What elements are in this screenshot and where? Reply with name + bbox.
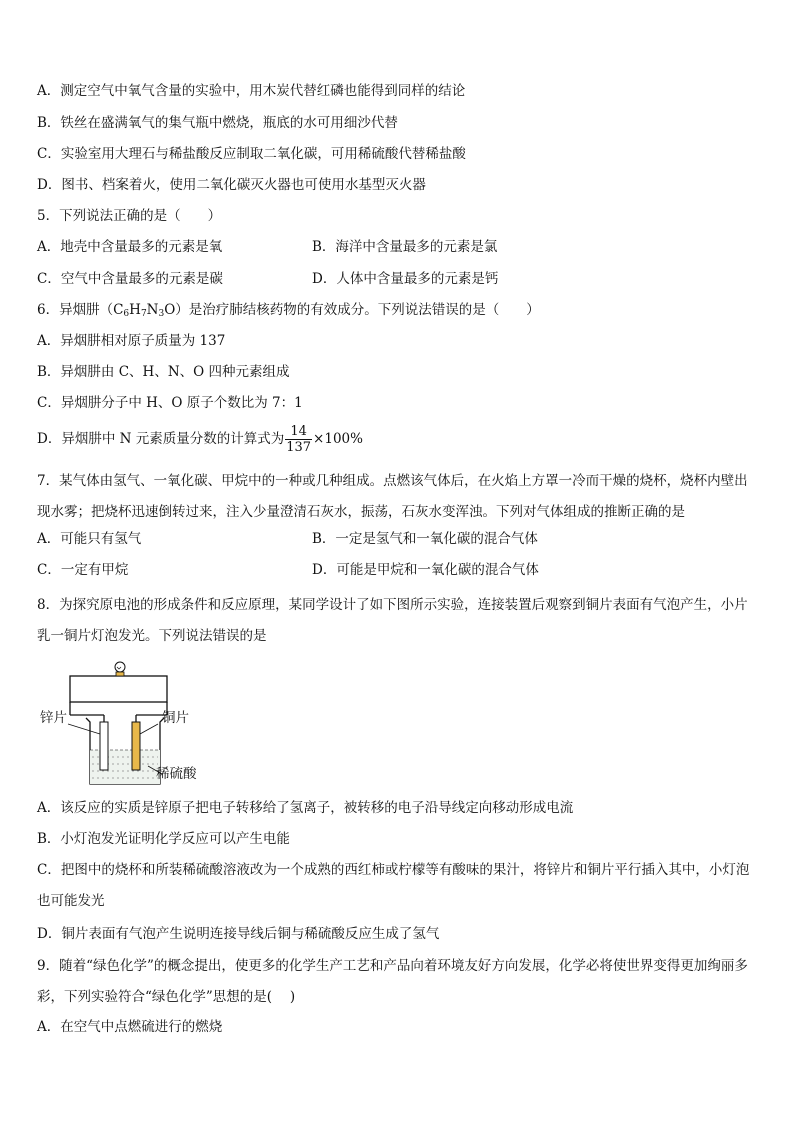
q5-option-c: C．空气中含量最多的元素是碳 — [37, 271, 223, 287]
q7-option-a: A．可能只有氢气 — [37, 531, 142, 547]
q4-option-a: A．测定空气中氧气含量的实验中，用木炭代替红磷也能得到同样的结论 — [37, 83, 466, 99]
copper-plate — [132, 722, 140, 770]
q9-option-a: A．在空气中点燃硫进行的燃烧 — [37, 1019, 223, 1035]
q4-option-b: B．铁丝在盛满氧气的集气瓶中燃烧，瓶底的水可用细沙代替 — [37, 115, 398, 131]
label-copper: 铜片 — [162, 710, 189, 726]
q5-stem: 5．下列说法正确的是（ ） — [37, 208, 222, 224]
q6-option-a: A．异烟肼相对原子质量为 137 — [37, 333, 226, 349]
galvanic-cell-diagram — [40, 660, 210, 790]
q7-option-b: B．一定是氢气和一氧化碳的混合气体 — [312, 531, 538, 547]
fraction: $\frac{14}{137}$ — [286, 424, 312, 455]
q5-option-a: A．地壳中含量最多的元素是氧 — [37, 239, 223, 255]
q8-option-c: C．把图中的烧杯和所装稀硫酸溶液改为一个成熟的西红柿或柠檬等有酸味的果汁，将锌片和铜片平行插入其中，小灯泡也可能发光 — [37, 862, 750, 909]
q4-option-c: C．实验室用大理石与稀盐酸反应制取二氧化碳，可用稀硫酸代替稀盐酸 — [37, 146, 466, 162]
label-zinc: 锌片 — [40, 710, 67, 726]
q6-option-b: B．异烟肼由 C、H、N、O 四种元素组成 — [37, 364, 290, 380]
label-acid: 稀硫酸 — [156, 766, 197, 782]
wire — [70, 676, 167, 702]
q8-option-a: A．该反应的实质是锌原子把电子转移给了氢离子，被转移的电子沿导线定向移动形成电流 — [37, 800, 574, 816]
q5-option-d: D．人体中含量最多的元素是钙 — [312, 271, 499, 287]
q6-stem: 6．异烟肼$(C_6H_7N_3O)$是治疗肺结核药物的有效成分。下列说法错误的是（ ） — [37, 302, 540, 319]
q9-stem: 9．随着“绿色化学”的概念提出，使更多的化学生产工艺和产品向着环境友好方向发展，化学必将使世界变得更加绚丽多彩，下列实验符合“绿色化学”思想的是( ) — [37, 958, 748, 1005]
q7-option-d: D．可能是甲烷和一氧化碳的混合气体 — [312, 562, 539, 578]
zinc-plate — [100, 722, 108, 770]
q8-option-b: B．小灯泡发光证明化学反应可以产生电能 — [37, 831, 290, 847]
bulb-icon — [115, 662, 125, 676]
q6-option-c: C．异烟肼分子中 H、O 原子个数比为 7：1 — [37, 395, 303, 411]
q8-option-d: D．铜片表面有气泡产生说明连接导线后铜与稀硫酸反应生成了氢气 — [37, 926, 440, 942]
q7-option-c: C．一定有甲烷 — [37, 562, 129, 578]
q7-stem: 7．某气体由氢气、一氧化碳、甲烷中的一种或几种组成。点燃该气体后，在火焰上方罩一冷而干燥的烧杯，烧杯内壁出现水雾；把烧杯迅速倒转过来，注入少量澄清石灰水，振荡，石灰水变浑浊。下列对气体组成的推断正确的是 — [37, 473, 748, 520]
q6-option-d: D．异烟肼中 N 元素质量分数的计算式为 $\frac{14}{137}$ ×100% — [37, 424, 363, 455]
q5-option-b: B．海洋中含量最多的元素是氯 — [312, 239, 498, 255]
q4-option-d: D．图书、档案着火，使用二氧化碳灭火器也可使用水基型灭火器 — [37, 177, 426, 193]
q8-stem: 8．为探究原电池的形成条件和反应原理，某同学设计了如下图所示实验，连接装置后观察到铜片表面有气泡产生，小片乳一铜片灯泡发光。下列说法错误的是 — [37, 597, 748, 644]
